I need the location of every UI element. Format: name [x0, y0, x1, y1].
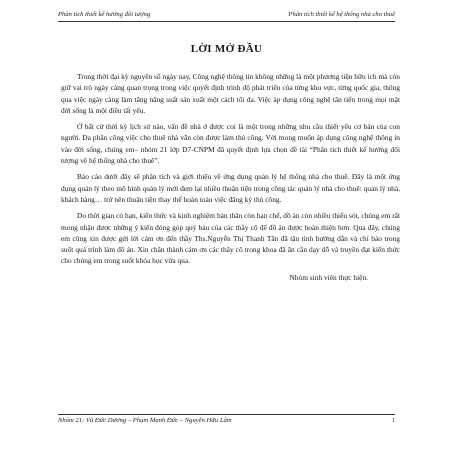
header-right-text: Phân tích thiết kế hệ thống nhà cho thuê [288, 11, 395, 18]
header-left-text: Phân tích thiết kế hướng đối tượng [58, 11, 151, 18]
signature-line: Nhóm sinh viên thực hiện. [289, 272, 368, 282]
header-divider [58, 21, 395, 22]
footer-divider [58, 414, 395, 415]
paragraph-4: Do thời gian có hạn, kiến thức và kinh nghiệm bản thân còn hạn chế, đồ án còn nhiều thiếu sót, chúng em rất mong nhận được những ý kiến đóng góp quý báu của các thầy cô để đồ án được hoàn thiện hơn. Qua đây, chúng em cũng xin được gửi lời cảm ơn đến thầy Ths.Nguyễn Thị Thanh Tân đã tận tình hướng dẫn và chỉ bảo trong suốt quá trình làm đồ án. Xin chân thành cảm ơn các thầy cô trong khoa đã ân cần dạy dỗ và truyền đạt kiến thức cho chúng em trong suốt khóa học vừa qua. [61, 211, 400, 266]
page-footer [58, 417, 395, 425]
paragraph-3: Bảo cáo dưới đây sẽ phân tích và giới thiệu về ứng dụng quản lý hệ thống nhà cho thuê. Đây là một ứng dụng quản lý theo mô hình quản lý mới đem lại nhiều thuận tiện trong công tác quản lý nhà cho thuê: quản lý nhà, khách hàng… trở nên thuận tiện thay thế hoàn toàn việc đăng ký thủ công. [61, 172, 400, 204]
footer-authors: Nhóm 21: Vũ Đức Dương – Phạm Mạnh Đức – Nguyễn Hữu Lâm [58, 417, 232, 424]
paragraph-1: Trong thời đại kỳ nguyên số ngày nay, Công nghệ thông tin không những là một phương tiện hữu ích mà còn giữ vai trò ngày càng quan trọng trong việc quyết định trình độ phát triển của từng khu vực, từng quốc gia, thông qua việc ngày càng làm tăng năng suất sản xuất một cách tối đa. Việc áp dụng công nghệ tân tiến trong mọi mặt đời sống là một điều tất yếu. [61, 72, 400, 115]
page-header [58, 11, 395, 19]
paragraph-2: Ở bất cứ thời kỳ lịch sử nào, vấn đề nhà ở được coi là một trong những nhu cầu thiết yếu cơ bản của con người. Đa phần công việc cho thuê nhà vẫn còn được làm thủ công. Với mong muốn áp dụng công nghệ thông in vào đời sống, chúng em– nhóm 21 lớp D7-CNPM đã quyết định lựa chọn đề tài “Phân tích thiết kế hướng đối tượng về hệ thống nhà cho thuê”. [61, 122, 400, 166]
document-body [61, 71, 400, 283]
page-title: LỜI MỞ ĐẦU [190, 43, 263, 55]
page-number: 1 [391, 417, 395, 424]
